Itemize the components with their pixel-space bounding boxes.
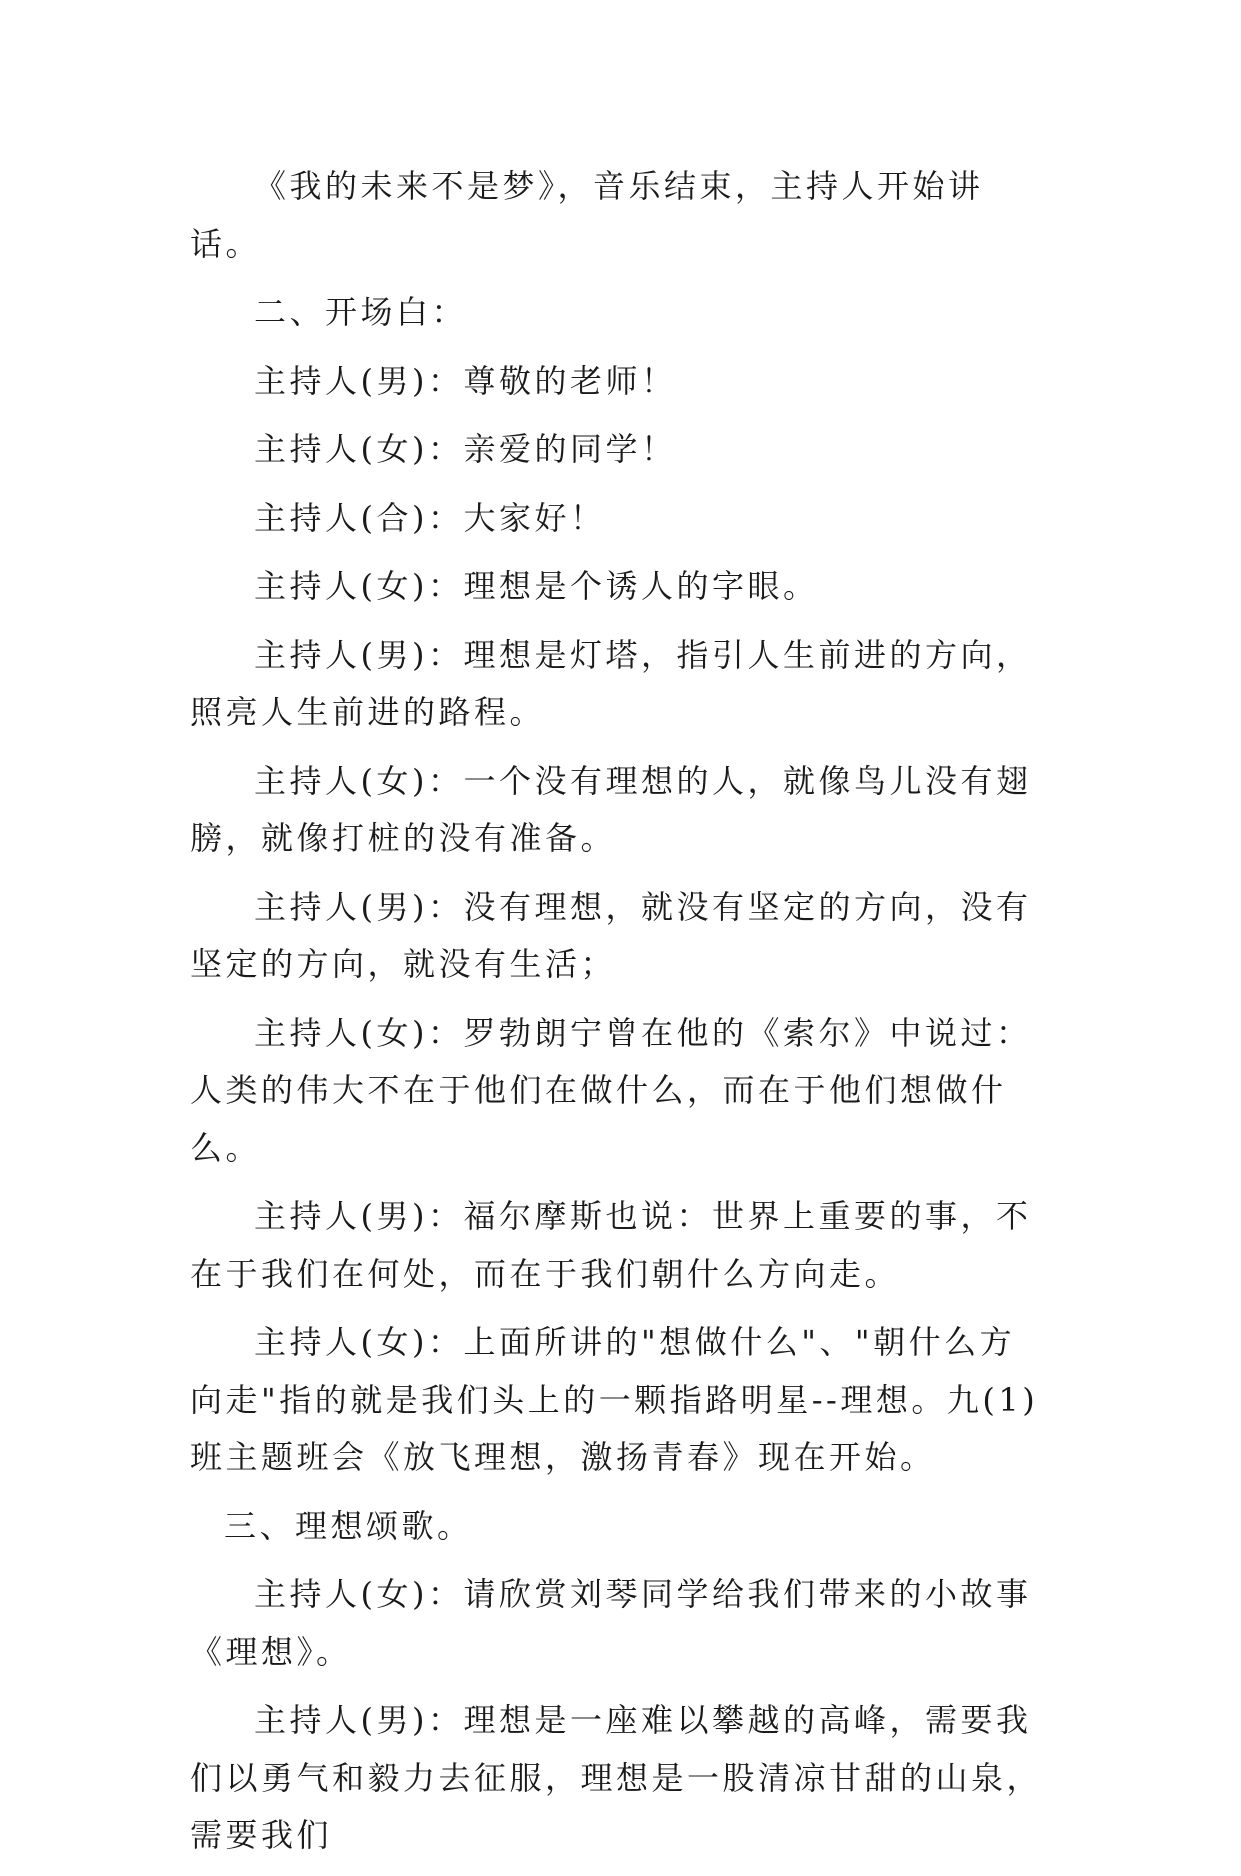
paragraph-ideal-word: 主持人(女)：理想是个诱人的字眼。 [254,567,819,605]
paragraph-meeting-start: 主持人(女)：上面所讲的"想做什么"、"朝什么方向走"指的就是我们头上的一颗指路明星--理想。九(1)班主题班会《放飞理想，激扬青春》现在开始。 [190,1323,1039,1476]
paragraph-host-male-greeting: 主持人(男)：尊敬的老师！ [254,361,677,400]
paragraph-lighthouse: 主持人(男)：理想是灯塔，指引人生前进的方向，照亮人生前进的路程。 [190,635,1032,731]
paragraph-hosts-together: 主持人(合)：大家好！ [254,498,606,537]
paragraph-browning-quote: 主持人(女)：罗勃朗宁曾在他的《索尔》中说过：人类的伟大不在于他们在做什么，而在于他们想做什么。 [190,1013,1032,1167]
paragraph-music-end: 《我的未来不是梦》，音乐结束，主持人开始讲话。 [190,167,984,263]
paragraph-firm-direction: 主持人(男)：没有理想，就没有坚定的方向，没有坚定的方向，就没有生活； [190,887,1032,983]
document-body [190,158,1050,1876]
paragraph-bird-wings: 主持人(女)：一个没有理想的人，就像鸟儿没有翅膀，就像打桩的没有准备。 [190,761,1032,857]
section-heading-ode: 三、理想颂歌。 [224,1506,473,1545]
paragraph-holmes-quote: 主持人(男)：福尔摩斯也说：世界上重要的事，不在于我们在何处，而在于我们朝什么方向走。 [190,1197,1032,1293]
paragraph-peak-spring: 主持人(男)：理想是一座难以攀越的高峰，需要我们以勇气和毅力去征服，理想是一股清凉甘甜的山泉，需要我们 [190,1701,1043,1854]
paragraph-story-invite: 主持人(女)：请欣赏刘琴同学给我们带来的小故事《理想》。 [190,1575,1032,1671]
paragraph-host-female-greeting: 主持人(女)：亲爱的同学！ [254,430,677,468]
section-heading-opening: 二、开场白： [254,293,468,331]
